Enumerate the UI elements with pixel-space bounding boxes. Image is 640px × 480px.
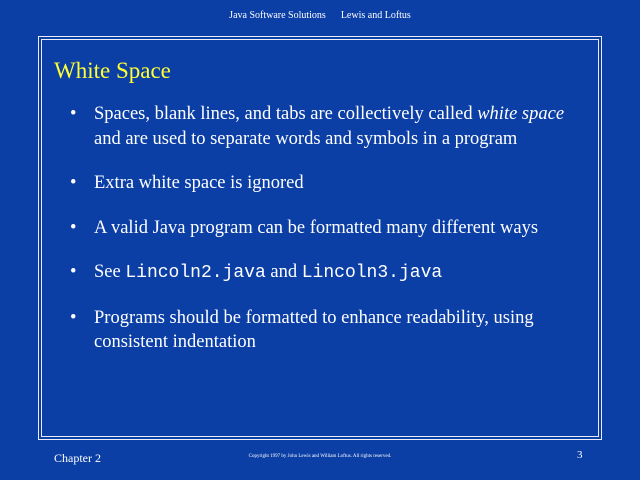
- slide-header: Java Software Solutions Lewis and Loftus: [229, 10, 411, 21]
- bullet-text: A valid Java program can be formatted many different ways: [94, 217, 539, 238]
- bullet-text: Extra white space is ignored: [94, 173, 304, 193]
- bullet-text: Programs should be formatted to enhance readability, using consistent indentation: [94, 307, 534, 352]
- bullet-emphasis: white space: [477, 104, 565, 124]
- chapter-label: Chapter 2: [54, 451, 101, 465]
- bullet-icon: •: [70, 307, 77, 328]
- bullet-item: [70, 260, 590, 286]
- slide-title: White Space: [54, 58, 171, 83]
- bullet-icon: •: [70, 217, 77, 238]
- bullet-text: See: [94, 262, 126, 282]
- bullet-icon: •: [70, 104, 77, 124]
- bullet-text: and: [265, 262, 302, 282]
- file-name-lincoln3: Lincoln3.java: [301, 263, 443, 283]
- bullet-icon: •: [70, 173, 77, 193]
- bullet-item: [70, 306, 590, 355]
- file-name-lincoln2: Lincoln2.java: [125, 263, 266, 283]
- page-number: 3: [577, 449, 583, 461]
- bullet-list: [70, 102, 590, 355]
- bullet-text: and are used to separate words and symbols in a program: [94, 128, 518, 149]
- bullet-item: [70, 216, 590, 241]
- bullet-icon: •: [70, 262, 77, 282]
- bullet-text: Spaces, blank lines, and tabs are collectively called: [94, 104, 478, 124]
- bullet-item: [70, 171, 590, 196]
- bullet-item: [70, 102, 590, 151]
- copyright-notice: Copyright 1997 by John Lewis and William Loftus. All rights reserved.: [248, 454, 392, 459]
